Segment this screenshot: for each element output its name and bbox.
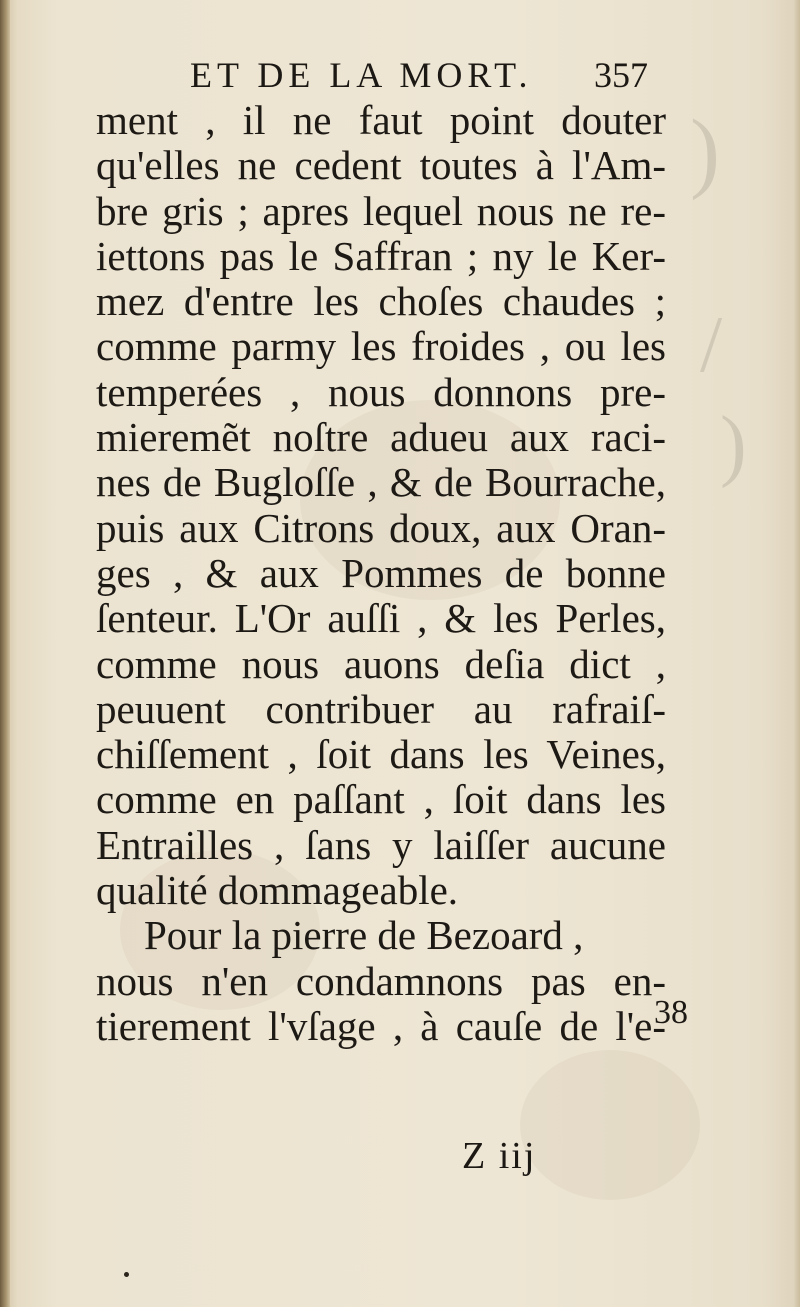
signature-mark: Z iij bbox=[462, 1135, 537, 1177]
text-line: puis aux Citrons doux, aux Oran- bbox=[96, 504, 666, 551]
text-line: mieremẽt noſtre adueu aux raci- bbox=[96, 414, 666, 461]
binding-gutter bbox=[0, 0, 10, 1307]
text-line: chiſſement , ſoit dans les Veines, bbox=[96, 731, 666, 778]
text-line: comme en paſſant , ſoit dans les bbox=[96, 776, 666, 823]
text-line: comme parmy les froides , ou les bbox=[96, 323, 666, 370]
paper-stain bbox=[520, 1050, 700, 1200]
text-line: bre gris ; apres lequel nous ne re- bbox=[96, 187, 666, 234]
text-line: comme nous auons deſia dict , bbox=[96, 640, 666, 687]
running-head: ET DE LA MORT. bbox=[190, 55, 533, 95]
text-line: Entrailles , ſans y laiſſer aucune bbox=[96, 821, 666, 868]
text-line: nous n'en condamnons pas en- bbox=[96, 957, 666, 1004]
text-line: ſenteur. L'Or auſſi , & les Perles, bbox=[96, 595, 666, 642]
text-line: qu'elles ne cedent toutes à l'Am- bbox=[96, 142, 666, 189]
show-through-mark: ) bbox=[690, 102, 720, 201]
page-edge bbox=[794, 0, 800, 1307]
text-line: mez d'entre les choſes chaudes ; bbox=[96, 278, 666, 325]
text-line: temperées , nous donnons pre- bbox=[96, 368, 666, 415]
text-line: ges , & aux Pommes de bonne bbox=[96, 549, 666, 596]
ink-dot bbox=[124, 1272, 129, 1277]
text-line: nes de Bugloſſe , & de Bourrache, bbox=[96, 459, 666, 506]
show-through-mark: ) bbox=[720, 401, 747, 489]
text-line: Pour la pierre de Bezoard , bbox=[144, 912, 584, 959]
page-number: 357 bbox=[594, 55, 648, 95]
text-line: iettons pas le Saffran ; ny le Ker- bbox=[96, 232, 666, 279]
marginal-note: 38 bbox=[654, 994, 688, 1031]
body-text bbox=[96, 98, 666, 1049]
show-through-mark: / bbox=[700, 301, 723, 389]
text-line: ment , il ne faut point douter bbox=[96, 97, 666, 143]
text-line: peuuent contribuer au rafraiſ- bbox=[96, 685, 666, 732]
text-line: qualité dommageable. bbox=[96, 867, 459, 914]
text-line: tierement l'vſage , à cauſe de l'e- bbox=[96, 1002, 666, 1049]
